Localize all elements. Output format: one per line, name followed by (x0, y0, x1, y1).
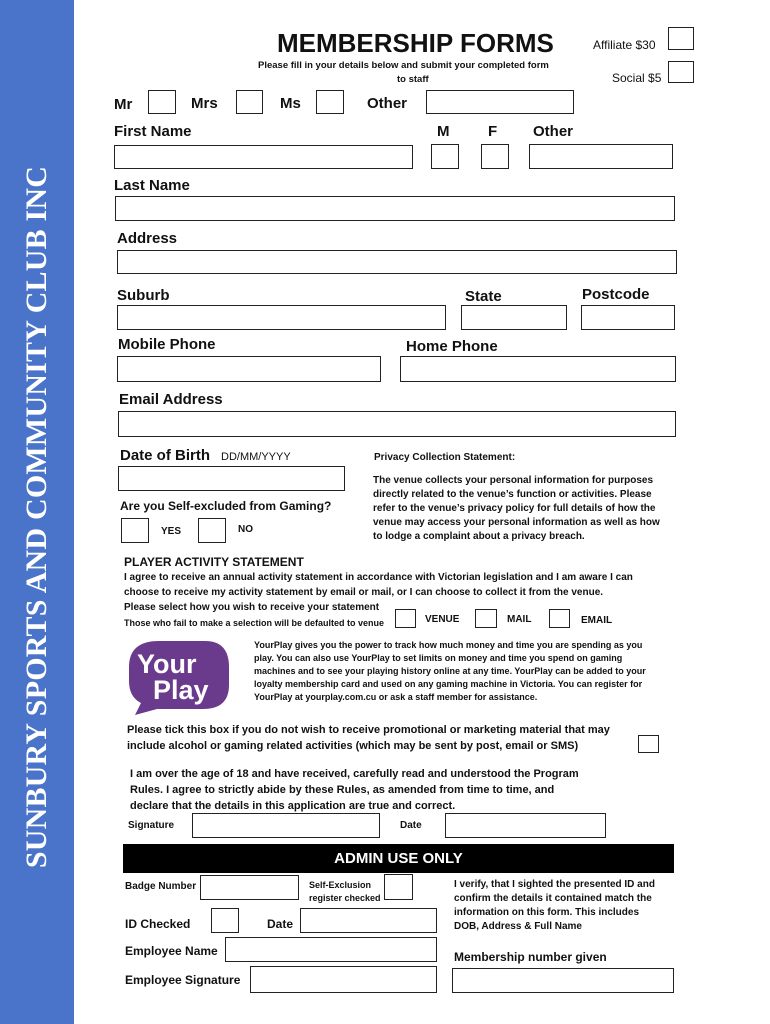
admin-date-field[interactable] (300, 908, 437, 933)
employee-signature-label: Employee Signature (125, 973, 241, 987)
home-phone-field[interactable] (400, 356, 676, 382)
title-ms-checkbox[interactable] (316, 90, 344, 114)
email-label: Email Address (119, 391, 223, 408)
promo-optout-checkbox[interactable] (638, 735, 659, 753)
gender-m-checkbox[interactable] (431, 144, 459, 169)
admin-date-label: Date (267, 917, 294, 931)
id-checked-checkbox[interactable] (211, 908, 239, 933)
id-checked-label: ID Checked (125, 917, 191, 931)
employee-signature-field[interactable] (250, 966, 437, 993)
declaration-line1: I am over the age of 18 and have received, carefully read and understood the Program (130, 768, 579, 780)
dob-label: Date of Birth (120, 447, 210, 464)
player-activity-heading: PLAYER ACTIVITY STATEMENT (124, 555, 304, 569)
gender-other-field[interactable] (529, 144, 673, 169)
self-exclusion-label2: register checked (309, 893, 381, 903)
address-label: Address (117, 230, 178, 247)
yourplay-logo-word1: Your (137, 649, 197, 679)
mobile-phone-field[interactable] (117, 356, 381, 382)
signature-field[interactable] (192, 813, 380, 838)
yourplay-logo (123, 637, 233, 717)
suburb-field[interactable] (117, 305, 446, 330)
statement-mail-checkbox[interactable] (475, 609, 497, 628)
postcode-label: Postcode (582, 286, 650, 303)
yourplay-line: loyalty membership card and used on any gaming machine in Victoria. You can register for (254, 679, 643, 689)
promo-line2: include alcohol or gaming related activities (which may be sent by post, email or SMS) (127, 740, 579, 752)
privacy-line: venue may access your personal information as well as how (373, 517, 660, 528)
self-excluded-yes-label: YES (161, 526, 182, 537)
declaration-date-field[interactable] (445, 813, 606, 838)
form-subtitle-line2: to staff (397, 74, 429, 85)
privacy-line: refer to the venue’s privacy policy for full details of how the (373, 503, 656, 514)
form-title: MEMBERSHIP FORMS (277, 28, 554, 58)
self-excluded-question: Are you Self-excluded from Gaming? (120, 499, 332, 513)
sidebar-band (0, 0, 74, 1024)
organization-name: SUNBURY SPORTS AND COMMUNITY CLUB INC (20, 165, 53, 869)
membership-number-label: Membership number given (454, 950, 607, 964)
self-excluded-yes-checkbox[interactable] (121, 518, 149, 543)
promo-line1: Please tick this box if you do not wish to receive promotional or marketing material that may (127, 724, 610, 736)
mobile-phone-label: Mobile Phone (118, 336, 216, 353)
admin-heading: ADMIN USE ONLY (123, 844, 674, 873)
yourplay-logo-word2: Play (153, 675, 209, 705)
dob-field[interactable] (118, 466, 345, 491)
suburb-label: Suburb (117, 287, 170, 304)
affiliate-checkbox[interactable] (668, 27, 694, 50)
declaration-line3: declare that the details in this application are true and correct. (130, 800, 456, 812)
privacy-heading: Privacy Collection Statement: (374, 452, 516, 463)
privacy-statement (373, 474, 673, 544)
last-name-label: Last Name (114, 177, 190, 194)
title-mrs-checkbox[interactable] (236, 90, 263, 114)
yourplay-line: play. You can also use YourPlay to set limits on money and time you spend on gaming (254, 653, 623, 663)
title-mrs-label: Mrs (191, 95, 218, 112)
player-activity-line2: choose to receive my activity statement by email or mail, or I can choose to collect it from the venue. (124, 587, 604, 598)
yourplay-line: machines and to see your playing history online at any time. YourPlay can be added to your (254, 666, 646, 676)
form-subtitle-line1: Please fill in your details below and submit your completed form (258, 60, 549, 71)
statement-venue-label: VENUE (425, 614, 460, 625)
social-label: Social $5 (612, 71, 662, 85)
membership-number-field[interactable] (452, 968, 674, 993)
social-checkbox[interactable] (668, 61, 694, 83)
player-activity-line1: I agree to receive an annual activity statement in accordance with Victorian legislation and I am aware I can (124, 572, 633, 583)
yourplay-text (254, 639, 674, 704)
last-name-field[interactable] (115, 196, 675, 221)
gender-other-label: Other (533, 123, 574, 140)
gender-m-label: M (437, 123, 450, 140)
verify-line: information on this form. This includes (454, 907, 640, 918)
privacy-line: directly related to the venue’s function or activities. Please (373, 489, 652, 500)
verify-line: DOB, Address & Full Name (454, 921, 582, 932)
declaration-line2: Rules. I agree to strictly abide by these Rules, as amended from time to time, and (130, 784, 555, 796)
signature-label: Signature (128, 820, 175, 831)
statement-mail-label: MAIL (507, 614, 532, 625)
badge-number-field[interactable] (200, 875, 299, 900)
first-name-field[interactable] (114, 145, 413, 169)
verify-statement (454, 878, 674, 934)
statement-email-label: EMAIL (581, 615, 613, 626)
affiliate-label: Affiliate $30 (593, 38, 656, 52)
employee-name-field[interactable] (225, 937, 437, 962)
self-exclusion-label1: Self-Exclusion (309, 880, 372, 890)
address-field[interactable] (117, 250, 677, 274)
badge-number-label: Badge Number (125, 881, 197, 892)
gender-f-checkbox[interactable] (481, 144, 509, 169)
title-other-label: Other (367, 95, 408, 112)
state-label: State (465, 288, 502, 305)
verify-line: confirm the details it contained match the (454, 893, 652, 904)
self-exclusion-checkbox[interactable] (384, 874, 413, 900)
first-name-label: First Name (114, 123, 192, 140)
statement-venue-checkbox[interactable] (395, 609, 416, 628)
verify-line: I verify, that I sighted the presented ID and (454, 879, 655, 890)
title-mr-checkbox[interactable] (148, 90, 176, 114)
yourplay-line: YourPlay gives you the power to track how much money and time you are spending as you (254, 640, 643, 650)
dob-format-hint: DD/MM/YYYY (221, 451, 291, 463)
player-activity-line4: Those who fail to make a selection will be defaulted to venue (124, 618, 385, 628)
title-other-field[interactable] (426, 90, 574, 114)
title-ms-label: Ms (280, 95, 301, 112)
postcode-field[interactable] (581, 305, 675, 330)
employee-name-label: Employee Name (125, 944, 218, 958)
home-phone-label: Home Phone (406, 338, 498, 355)
yourplay-line: YourPlay at yourplay.com.cu or ask a staff member for assistance. (254, 692, 538, 702)
declaration-date-label: Date (400, 820, 422, 831)
player-activity-line3: Please select how you wish to receive your statement (124, 602, 380, 613)
privacy-line: The venue collects your personal information for purposes (373, 475, 654, 486)
email-field[interactable] (118, 411, 676, 437)
title-mr-label: Mr (114, 96, 133, 113)
self-excluded-no-label: NO (238, 524, 253, 535)
state-field[interactable] (461, 305, 567, 330)
privacy-line: to lodge a complaint about a privacy breach. (373, 531, 585, 542)
statement-email-checkbox[interactable] (549, 609, 570, 628)
gender-f-label: F (488, 123, 498, 140)
self-excluded-no-checkbox[interactable] (198, 518, 226, 543)
